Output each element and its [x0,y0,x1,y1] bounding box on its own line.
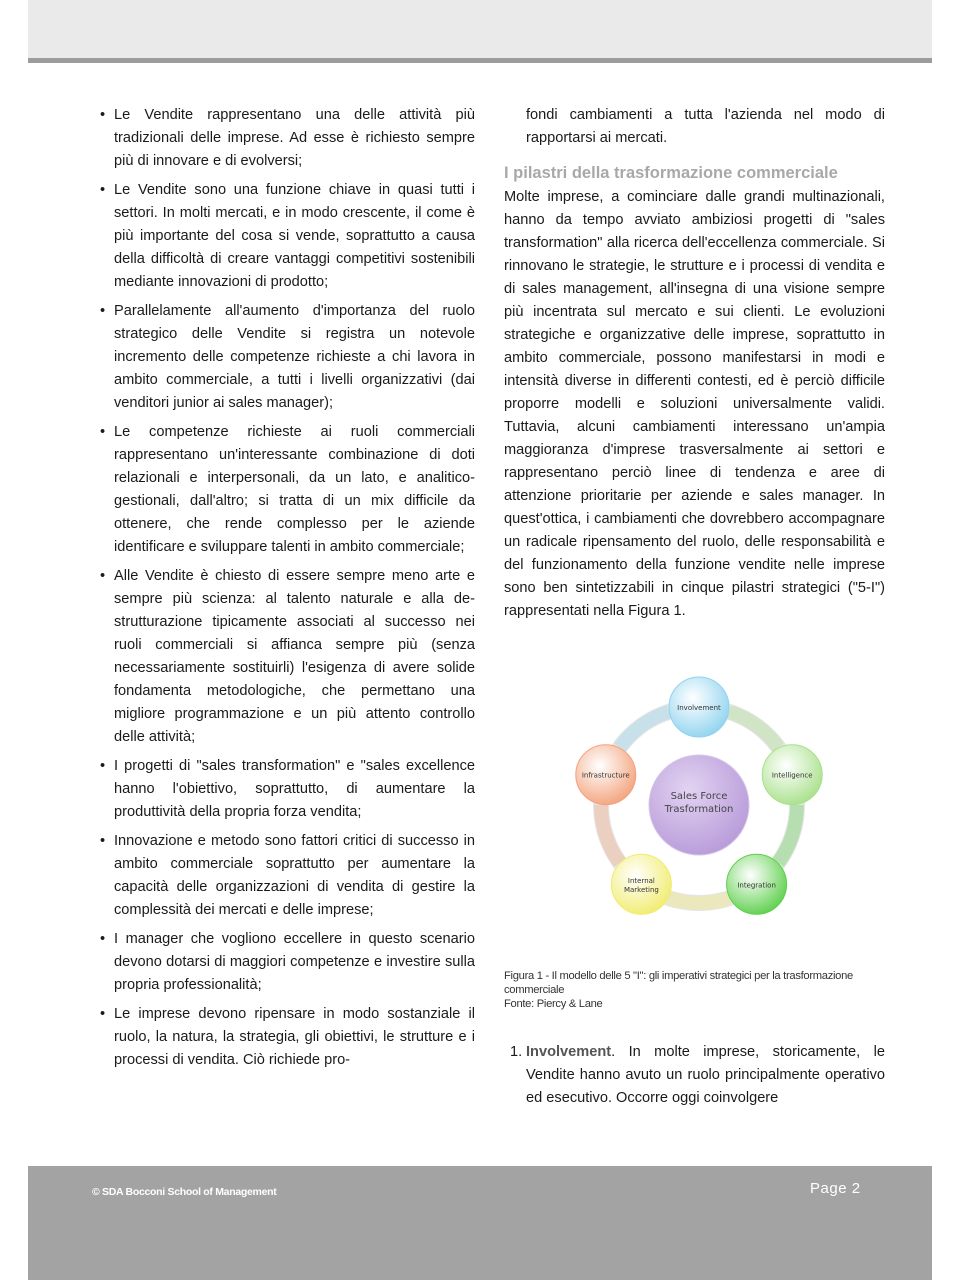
pillar-node [669,677,729,737]
section-paragraph: Molte imprese, a cominciare dalle grandi multinazionali, hanno da tempo avviato ambiziosi progetti di "sales transformation" alla ricerca dell'eccellenza commerciale. Si rinnovano le strategie, le strutture e i processi di vendita e di sales management, all'insegna di una visione sempre più incentrata sul mercato e sui clienti. Le evoluzioni strategiche e organizzative delle imprese, soprattutto in ambito commerciale, possono manifestarsi in modi e intensità diverse in differenti contesti, ed è perciò difficile proporre modelli e soluzioni universalmente validi. Tuttavia, alcuni cambiamenti interessano un'ampia maggioranza d'imprese trasversalmente ai settori e rappresentano perciò linee di tendenza e aree di attenzione prioritarie per aziende e sales manager. In quest'ottica, i cambiamenti che dovrebbero accompagnare un radicale ripensamento del ruolo, delle responsabilità e del funzionamento della funzione vendite nelle imprese sono ben sintetizzabili in cinque pilastri strategici ("5-I") rappresentati nella Figura 1. [504,189,885,619]
pillar-node [576,745,636,805]
bullet-item: • Parallelamente all'aumento d'importanza del ruolo strategico delle Vendite si registra un notevole incremento delle competenze richieste a chi lavora in ambito commerciale, a tutti i livelli organizzativi (dai venditori junior ai sales manager); [98,300,475,415]
cycle-arrow-segment [601,805,620,863]
center-node [649,755,749,855]
copyright-text: © SDA Bocconi School of Management [92,1186,277,1198]
left-column [98,104,475,1078]
cycle-arrow-segment [669,898,730,903]
cycle-arrow-segment [620,712,669,748]
pillar-label: Infrastructure [581,771,630,780]
figure-5i-diagram [504,661,885,961]
right-column [504,104,885,1110]
bullet-item: • Le Vendite rappresentano una delle attività più tradizionali delle imprese. Ad esse è richiesto sempre più di innovare e di evolversi; [98,104,475,173]
pillar-label: Marketing [623,885,659,894]
center-label: Trasformation [664,804,734,815]
caption-title: Figura 1 - Il modello delle 5 "I": gli imperativi strategici per la trasformazione commerciale [504,970,853,996]
bullet-continuation: fondi cambiamenti a tutta l'azienda nel modo di rapportarsi ai mercati. [526,107,885,146]
pillar-label: Internal [627,876,655,885]
caption-source: Fonte: Piercy & Lane [504,998,603,1010]
bullet-item: • I manager che vogliono eccellere in questo scenario devono dotarsi di maggiori competenze e investire sulla propria professionalità; [98,928,475,997]
bullet-item: • I progetti di "sales transformation" e "sales excellence hanno l'obiettivo, soprattutto, di aumentare la produttività della propria forza vendita; [98,755,475,824]
bullet-item: • Alle Vendite è chiesto di essere sempre meno arte e sempre più scienza: al talento naturale e alla de-strutturazione tipicamente associati al successo nei ruoli commerciali si affianca sempre più (senza necessariamente sostituirli) l'esigenza di avere solide fondamenta metodologiche, che permettano una migliore programmazione e un più attento controllo delle attività; [98,565,475,749]
item-number: 1. [510,1044,523,1060]
pillar-label: Involvement [677,704,721,712]
bullet-item: • Le Vendite sono una funzione chiave in quasi tutti i settori. In molti mercati, e in modo crescente, il come è più importante del cosa si vende, soprattutto a causa della difficoltà di creare vantaggi competitivi sostenibili mediante innovazioni di prodotto; [98,179,475,294]
numbered-list [504,1041,885,1110]
diagram-svg [504,661,885,961]
pillar-node [727,854,787,914]
page-number: Page 2 [810,1180,861,1197]
bullet-list [98,104,475,1072]
item-text: . In molte imprese, storicamente, le Vendite hanno avuto un ruolo principalmente operativo ed esecutivo. Occorre oggi coinvolgere [526,1044,885,1106]
section-heading: I pilastri della trasformazione commerciale [504,164,838,182]
header-bar [28,0,932,58]
header-rule [28,58,932,63]
cycle-arrow-segment [729,712,778,748]
item-term: Involvement [526,1044,612,1060]
bullet-item: • Le competenze richieste ai ruoli commerciali rappresentano un'interessante combinazione di doti relazionali e interpersonali, da un lato, e analitico-gestionali, dall'altro; si tratta di un mix difficile da ottenere, che rende complesso per le aziende identificare e sviluppare talenti in ambito commerciale; [98,421,475,559]
footer-bar [28,1166,932,1280]
numbered-item [504,1041,885,1110]
pillar-node [611,854,671,914]
pillar-node [762,745,822,805]
cycle-arrow-segment [778,805,797,863]
center-label: Sales Force [670,791,728,802]
figure-caption [504,969,885,1011]
pillar-label: Integration [737,881,776,890]
bullet-item: • Le imprese devono ripensare in modo sostanziale il ruolo, la natura, la strategia, gli obiettivi, le strutture e i processi di vendita. Ciò richiede pro- [98,1003,475,1072]
pillar-label: Intelligence [771,771,813,780]
bullet-item: • Innovazione e metodo sono fattori critici di successo in ambito commerciale soprattutto per aumentare la capacità delle organizzazioni di vendita di gestire la complessità dei mercati e delle imprese; [98,830,475,922]
